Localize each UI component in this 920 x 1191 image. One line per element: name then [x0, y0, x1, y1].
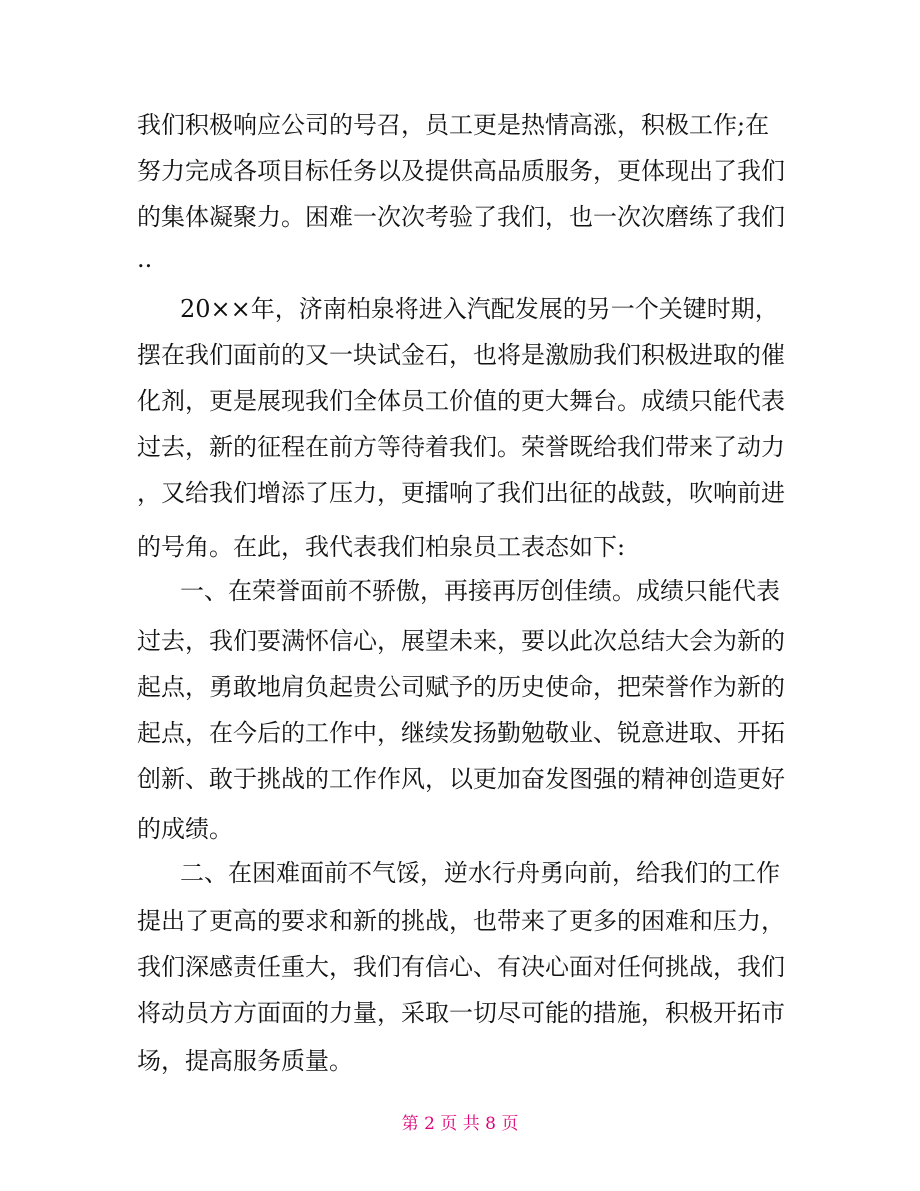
paragraph-line: 提出了更高的要求和新的挑战，也带来了更多的困难和压力，	[137, 907, 785, 935]
paragraph-line: ，又给我们增添了压力，更擂响了我们出征的战鼓，吹响前进	[137, 479, 785, 507]
page-number-footer: 第 2 页 共 8 页	[401, 1114, 519, 1134]
paragraph-line: ..	[137, 245, 153, 273]
paragraph-line: 过去，新的征程在前方等待着我们。荣誉既给我们带来了动力	[137, 433, 785, 461]
paragraph-line: 创新、敢于挑战的工作作风，以更加奋发图强的精神创造更好	[137, 765, 785, 793]
paragraph-line: 过去，我们要满怀信心，展望未来，要以此次总结大会为新的	[137, 627, 785, 655]
paragraph-line: 起点，勇敢地肩负起贵公司赋予的历史使命，把荣誉作为新的	[137, 673, 785, 701]
paragraph-line: 场，提高服务质量。	[137, 1047, 353, 1075]
paragraph-line: 的成绩。	[137, 815, 233, 843]
paragraph-line: 努力完成各项目标任务以及提供高品质服务，更体现出了我们	[137, 157, 785, 185]
paragraph-line: 起点，在今后的工作中，继续发扬勤勉敬业、锐意进取、开拓	[137, 719, 785, 747]
paragraph-line: 我们深感责任重大，我们有信心、有决心面对任何挑战，我们	[137, 953, 785, 981]
paragraph-line: 20××年，济南柏泉将进入汽配发展的另一个关键时期，	[180, 295, 779, 323]
paragraph-line: 的号角。在此，我代表我们柏泉员工表态如下:	[137, 533, 626, 561]
paragraph-line: 我们积极响应公司的号召，员工更是热情高涨，积极工作;在	[137, 111, 770, 139]
paragraph-line: 摆在我们面前的又一块试金石，也将是激励我们积极进取的催	[137, 341, 785, 369]
paragraph-line: 将动员方方面面的力量，采取一切尽可能的措施，积极开拓市	[137, 999, 785, 1027]
paragraph-line: 化剂，更是展现我们全体员工价值的更大舞台。成绩只能代表	[137, 387, 785, 415]
paragraph-line: 二、在困难面前不气馁，逆水行舟勇向前，给我们的工作	[180, 859, 780, 887]
paragraph-line: 一、在荣誉面前不骄傲，再接再厉创佳绩。成绩只能代表	[180, 577, 780, 605]
paragraph-line: 的集体凝聚力。困难一次次考验了我们，也一次次磨练了我们	[137, 203, 785, 231]
